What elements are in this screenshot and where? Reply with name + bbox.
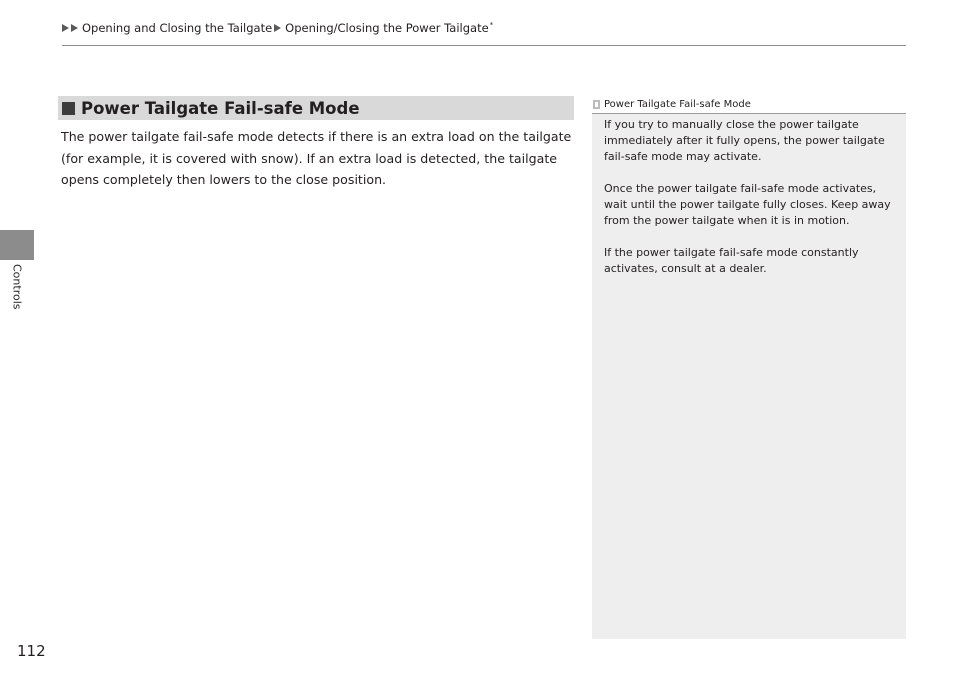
header-divider xyxy=(62,45,906,46)
side-note-paragraph: If the power tailgate fail-safe mode constantly activates, consult at a dealer. xyxy=(604,246,859,275)
side-note-panel xyxy=(592,96,906,639)
side-note-header xyxy=(592,96,906,114)
side-note-title: Power Tailgate Fail-safe Mode xyxy=(604,99,751,110)
side-note-paragraph: Once the power tailgate fail-safe mode activates, wait until the power tailgate fully closes. Keep away from the power tailgate when it is in motion. xyxy=(604,182,891,227)
section-body-paragraph: The power tailgate fail-safe mode detects if there is an extra load on the tailgate (for example, it is covered with snow). If an extra load is detected, the tailgate opens completely then lowers to the close position. xyxy=(61,129,572,187)
section-body xyxy=(61,126,577,191)
page-number: 112 xyxy=(17,642,46,660)
breadcrumb xyxy=(62,18,493,38)
breadcrumb-arrow-icon xyxy=(274,24,281,32)
breadcrumb-item-power-tailgate[interactable]: Opening/Closing the Power Tailgate xyxy=(285,21,489,35)
side-note-body xyxy=(604,117,900,293)
section-square-icon xyxy=(62,102,75,115)
breadcrumb-arrow-icon xyxy=(62,24,69,32)
breadcrumb-footnote-star: * xyxy=(489,21,494,29)
chapter-tab-label: Controls xyxy=(10,264,24,310)
side-note-paragraph: If you try to manually close the power tailgate immediately after it fully opens, the power tailgate fail-safe mode may activate. xyxy=(604,118,885,163)
chapter-tab-marker xyxy=(0,230,34,260)
reference-icon xyxy=(593,100,600,109)
breadcrumb-item-tailgate[interactable]: Opening and Closing the Tailgate xyxy=(82,21,273,35)
section-header xyxy=(58,96,574,120)
section-title: Power Tailgate Fail-safe Mode xyxy=(81,98,360,118)
breadcrumb-arrow-icon xyxy=(71,24,78,32)
